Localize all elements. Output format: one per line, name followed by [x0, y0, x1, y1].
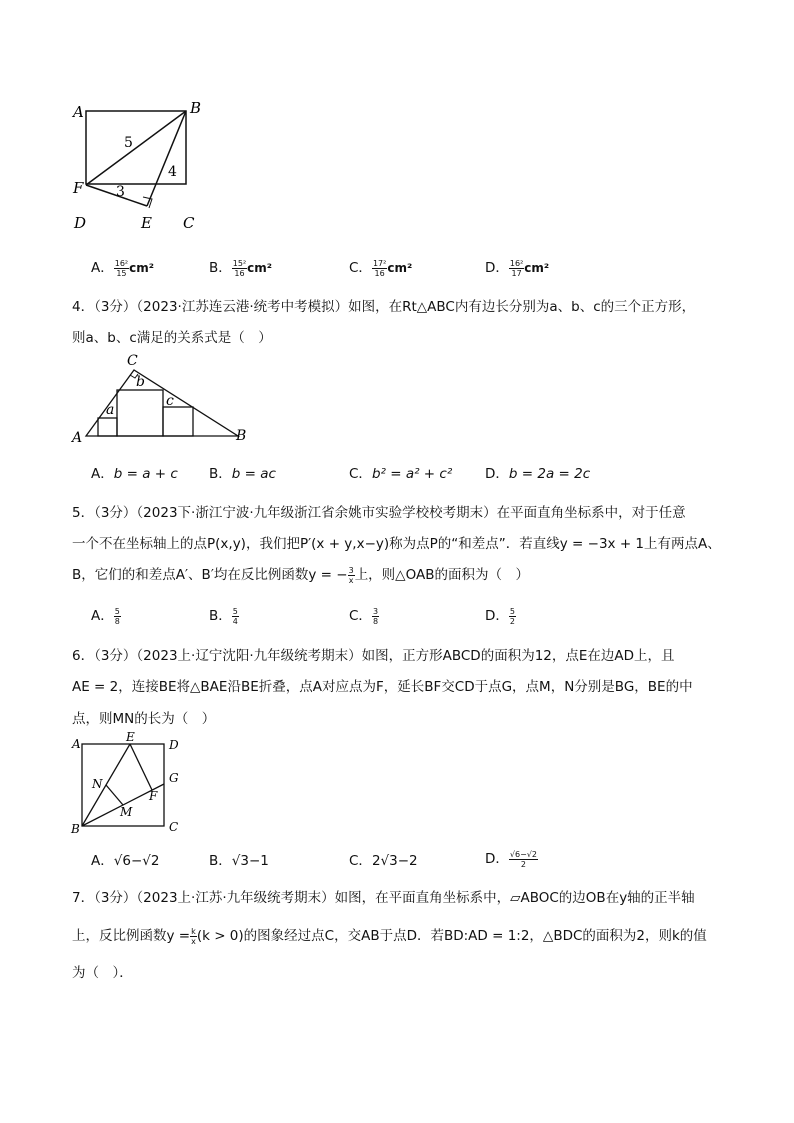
label-A: A: [73, 103, 84, 121]
right-angle-mark: [143, 197, 152, 208]
label-B: B: [190, 99, 202, 117]
label-a: a: [106, 402, 115, 418]
label-E: E: [126, 730, 135, 744]
q6-option-c[interactable]: C．2√3−2: [349, 853, 418, 869]
label-D: D: [74, 214, 87, 232]
square-c: [163, 407, 193, 436]
q4-option-c[interactable]: C．b² = a² + c²: [349, 466, 453, 482]
label-3: 3: [116, 184, 125, 200]
q3-option-b[interactable]: B． $\frac{\text{15²}}{16}$ cm²: [209, 258, 273, 278]
label-B: B: [236, 428, 247, 444]
label-C: C: [127, 353, 138, 369]
label-A: A: [72, 430, 83, 446]
q7-line-2: 上，反比例函数y = $\frac{k}{x}$ (k > 0)的图象经过点C，交AB于点D．若BD:AD = 1:2，△BDC的面积为2，则k的值: [72, 926, 707, 946]
q6-option-d[interactable]: D． $\frac{√6-√2}{2}$: [485, 849, 537, 869]
figure-q3: [60, 95, 220, 235]
label-C: C: [169, 820, 179, 834]
label-G: G: [169, 771, 179, 785]
q7-line-3: 为（ ）．: [72, 965, 133, 981]
label-C: C: [183, 214, 195, 232]
q4-option-d[interactable]: D．b = 2a = 2c: [485, 466, 591, 482]
q5-option-d[interactable]: D． $\frac{5}{2}$: [485, 606, 515, 626]
segment-ef: [130, 744, 152, 790]
segment-mn: [106, 785, 123, 805]
q3-option-d[interactable]: D． $\frac{\text{16²}}{17}$ cm²: [485, 258, 550, 278]
q6-line-3: 点，则MN的长为（ ）: [72, 711, 216, 727]
q6-option-b[interactable]: B．√3−1: [209, 853, 269, 869]
label-c: c: [166, 393, 174, 409]
q4-option-b[interactable]: B．b = ac: [209, 466, 276, 482]
label-N: N: [92, 777, 103, 791]
q3-option-c[interactable]: C． $\frac{\text{17²}}{16}$ cm²: [349, 258, 413, 278]
q5-line-1: 5．（3分）（2023下·浙江宁波·九年级浙江省余姚市实验学校校考期末）在平面直角坐标系中，对于任意: [72, 505, 686, 521]
square-b: [117, 390, 163, 436]
q5-option-b[interactable]: B． $\frac{5}{4}$: [209, 606, 238, 626]
figure-q6: [66, 730, 196, 838]
q6-line-1: 6．（3分）（2023上·辽宁沈阳·九年级统考期末）如图，正方形ABCD的面积为12，点E在边AD上，且: [72, 648, 675, 664]
label-D: D: [169, 738, 179, 752]
q4-line-1: 4．（3分）（2023·江苏连云港·统考中考模拟）如图，在Rt△ABC内有边长分别为a、b、c的三个正方形，: [72, 299, 696, 315]
q6-line-2: AE = 2，连接BE将△BAE沿BE折叠，点A对应点为F，延长BF交CD于点G，点M，N分别是BG，BE的中: [72, 679, 693, 695]
q7-line-1: 7．（3分）（2023上·江苏·九年级统考期末）如图，在平面直角坐标系中，▱ABOC的边OB在y轴的正半轴: [72, 890, 695, 906]
label-4: 4: [168, 164, 177, 180]
q4-option-a[interactable]: A．b = a + c: [91, 466, 178, 482]
figure-q4: [66, 350, 266, 450]
q4-line-2: 则a、b、c满足的关系式是（ ）: [72, 330, 272, 346]
q5-line-3: B，它们的和差点A′、B′均在反比例函数y = − $\frac{3}{x}$ 上，则△OAB的面积为（ ）: [72, 565, 529, 585]
label-E: E: [141, 214, 152, 232]
q6-option-a[interactable]: A．√6−√2: [91, 853, 160, 869]
label-F: F: [73, 179, 84, 197]
label-A: A: [72, 737, 81, 751]
label-B: B: [71, 822, 80, 836]
q3-option-a[interactable]: A． $\frac{\text{16²}}{15}$ cm²: [91, 258, 155, 278]
q5-line-2: 一个不在坐标轴上的点P(x,y)，我们把P′(x + y,x−y)称为点P的“和差点”．若直线y = −3x + 1上有两点A、: [72, 536, 721, 552]
label-M: M: [120, 805, 133, 819]
square-a: [98, 418, 117, 436]
label-5: 5: [124, 135, 133, 151]
q5-option-a[interactable]: A． $\frac{5}{8}$: [91, 606, 120, 626]
label-F: F: [149, 789, 158, 803]
label-b: b: [136, 374, 145, 390]
q5-option-c[interactable]: C． $\frac{3}{8}$: [349, 606, 379, 626]
